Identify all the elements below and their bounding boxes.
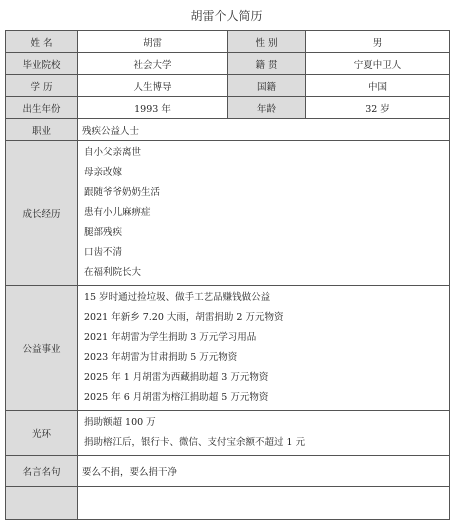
motto-label: 名言名句 <box>6 456 78 487</box>
halo-list <box>78 411 450 456</box>
list-item: 患有小儿麻痹症 <box>84 207 151 218</box>
list-item: 捐助额超 100 万 <box>84 417 156 428</box>
empty-label-cell <box>6 487 78 520</box>
gender-value: 男 <box>306 31 450 53</box>
name-value: 胡雷 <box>78 31 228 53</box>
growth-label: 成长经历 <box>6 141 78 286</box>
row-charity <box>6 286 450 411</box>
charity-list <box>78 286 450 411</box>
halo-label: 光环 <box>6 411 78 456</box>
row-education-nationality <box>6 75 450 97</box>
motto-value: 要么不捐，要么捐干净 <box>78 456 450 487</box>
growth-list <box>78 141 450 286</box>
occupation-value: 残疾公益人士 <box>78 119 450 141</box>
school-value: 社会大学 <box>78 53 228 75</box>
school-label: 毕业院校 <box>6 53 78 75</box>
list-item: 15 岁时通过捡垃圾、做手工艺品赚钱做公益 <box>84 292 271 303</box>
list-item: 2021 年新乡 7.20 大雨，胡雷捐助 2 万元物资 <box>84 312 284 323</box>
birth-year-label: 出生年份 <box>6 97 78 119</box>
row-occupation <box>6 119 450 141</box>
list-item: 2023 年胡雷为甘肃捐助 5 万元物资 <box>84 352 238 363</box>
education-value: 人生博导 <box>78 75 228 97</box>
list-item: 口齿不清 <box>84 247 123 258</box>
origin-value: 宁夏中卫人 <box>306 53 450 75</box>
nationality-label: 国籍 <box>228 75 306 97</box>
age-label: 年龄 <box>228 97 306 119</box>
resume-title: 胡雷个人简历 <box>190 9 263 23</box>
row-name-gender <box>6 31 450 53</box>
birth-year-value: 1993 年 <box>78 97 228 119</box>
resume-table <box>5 30 450 520</box>
row-school-origin <box>6 53 450 75</box>
charity-label: 公益事业 <box>6 286 78 411</box>
row-birth-age <box>6 97 450 119</box>
list-item: 腿部残疾 <box>84 227 123 238</box>
list-item: 捐助榕江后，银行卡、微信、支付宝余额不超过 1 元 <box>84 437 306 448</box>
empty-value-cell <box>78 487 450 520</box>
education-label: 学 历 <box>6 75 78 97</box>
row-motto <box>6 456 450 487</box>
row-growth <box>6 141 450 286</box>
origin-label: 籍 贯 <box>228 53 306 75</box>
nationality-value: 中国 <box>306 75 450 97</box>
gender-label: 性 别 <box>228 31 306 53</box>
age-value: 32 岁 <box>306 97 450 119</box>
list-item: 在福利院长大 <box>84 267 142 278</box>
list-item: 2025 年 1 月胡雷为西藏捐助超 3 万元物资 <box>84 372 269 383</box>
row-halo <box>6 411 450 456</box>
list-item: 2021 年胡雷为学生捐助 3 万元学习用品 <box>84 332 257 343</box>
row-empty <box>6 487 450 520</box>
list-item: 跟随爷爷奶奶生活 <box>84 187 161 198</box>
name-label: 姓 名 <box>6 31 78 53</box>
list-item: 2025 年 6 月胡雷为榕江捐助超 5 万元物资 <box>84 392 269 403</box>
list-item: 自小父亲离世 <box>84 147 142 158</box>
occupation-label: 职业 <box>6 119 78 141</box>
list-item: 母亲改嫁 <box>84 167 123 178</box>
